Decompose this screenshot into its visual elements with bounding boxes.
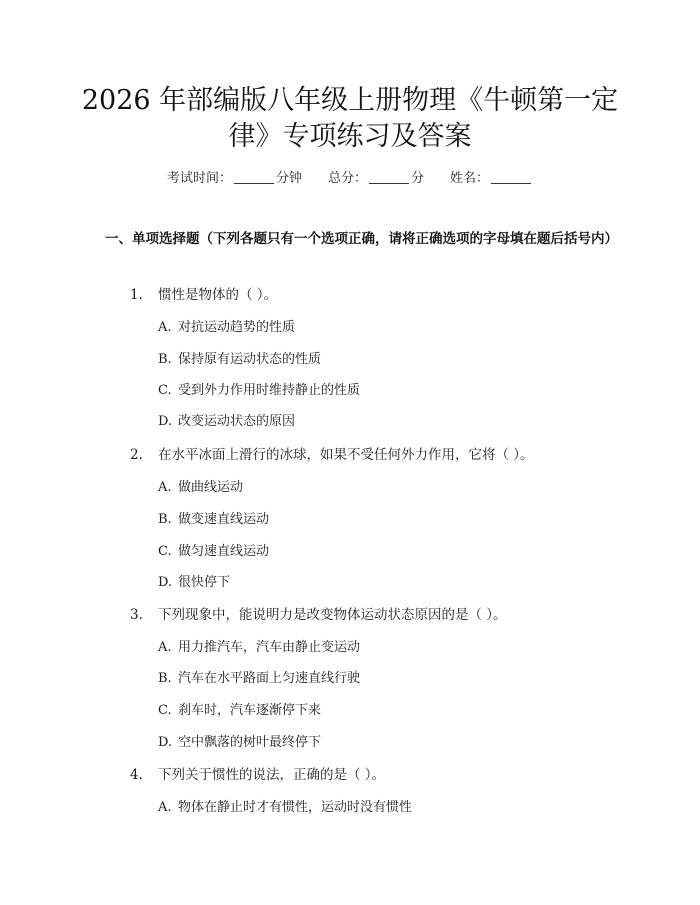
question-text: 惯性是物体的（ ）。 [158,287,278,303]
option-letter: A. [158,640,172,655]
option-letter: A. [158,480,172,495]
option-text: 做曲线运动 [178,480,244,495]
score-unit: 分 [411,171,425,186]
exam-info-bar [0,167,700,186]
option-text: 用力推汽车，汽车由静止变运动 [178,640,361,655]
question-1-option-a [158,316,295,335]
time-label: 考试时间： [166,171,232,186]
time-blank [234,171,274,184]
name-blank [491,171,531,184]
question-2-option-a [158,476,243,495]
question-number: 3. [130,607,143,623]
question-3-option-c [158,699,321,718]
option-text: 汽车在水平路面上匀速直线行驶 [178,671,361,686]
question-3-option-a [158,636,360,655]
question-2-option-d [158,571,230,590]
question-text: 在水平冰面上滑行的冰球，如果不受任何外力作用，它将（ ）。 [158,447,534,463]
option-text: 保持原有运动状态的性质 [178,352,322,367]
question-2-option-c [158,540,269,559]
question-3-option-d [158,731,321,750]
option-letter: B. [158,352,172,367]
option-letter: A. [158,800,172,815]
page-title-line2: 律》专项练习及答案 [228,121,472,152]
question-4 [130,763,385,783]
option-letter: C. [158,383,172,398]
page-title-line1: 2026 年部编版八年级上册物理《牛顿第一定 [81,85,619,116]
question-2-option-b [158,508,269,527]
section-heading: 一、单项选择题（下列各题只有一个选项正确，请将正确选项的字母填在题后括号内） [105,231,618,247]
question-2 [130,443,534,463]
question-3 [130,603,507,623]
option-letter: D. [158,575,173,590]
option-letter: D. [158,735,173,750]
question-1 [130,283,277,303]
option-letter: C. [158,703,172,718]
option-letter: B. [158,512,172,527]
name-label: 姓名： [450,171,490,186]
option-text: 物体在静止时才有惯性，运动时没有惯性 [178,800,413,815]
option-text: 刹车时，汽车逐渐停下来 [178,703,322,718]
question-1-option-c [158,379,360,398]
question-number: 1. [130,287,143,303]
time-unit: 分钟 [275,171,302,186]
option-text: 对抗运动趋势的性质 [178,320,296,335]
question-text: 下列关于惯性的说法，正确的是（ ）。 [158,767,386,783]
score-label: 总分： [327,171,367,186]
option-text: 受到外力作用时维持静止的性质 [178,383,361,398]
option-text: 做匀速直线运动 [178,544,270,559]
option-letter: B. [158,671,172,686]
option-text: 很快停下 [178,575,231,590]
option-letter: C. [158,544,172,559]
question-number: 4. [130,767,143,783]
option-letter: D. [158,414,173,429]
option-text: 空中飘落的树叶最终停下 [178,735,322,750]
question-1-option-b [158,348,321,367]
question-3-option-b [158,667,360,686]
option-text: 改变运动状态的原因 [178,414,296,429]
question-1-option-d [158,410,295,429]
question-4-option-a [158,796,412,815]
question-number: 2. [130,447,143,463]
option-letter: A. [158,320,172,335]
question-text: 下列现象中，能说明力是改变物体运动状态原因的是（ ）。 [158,607,507,623]
score-blank [369,171,409,184]
option-text: 做变速直线运动 [178,512,270,527]
